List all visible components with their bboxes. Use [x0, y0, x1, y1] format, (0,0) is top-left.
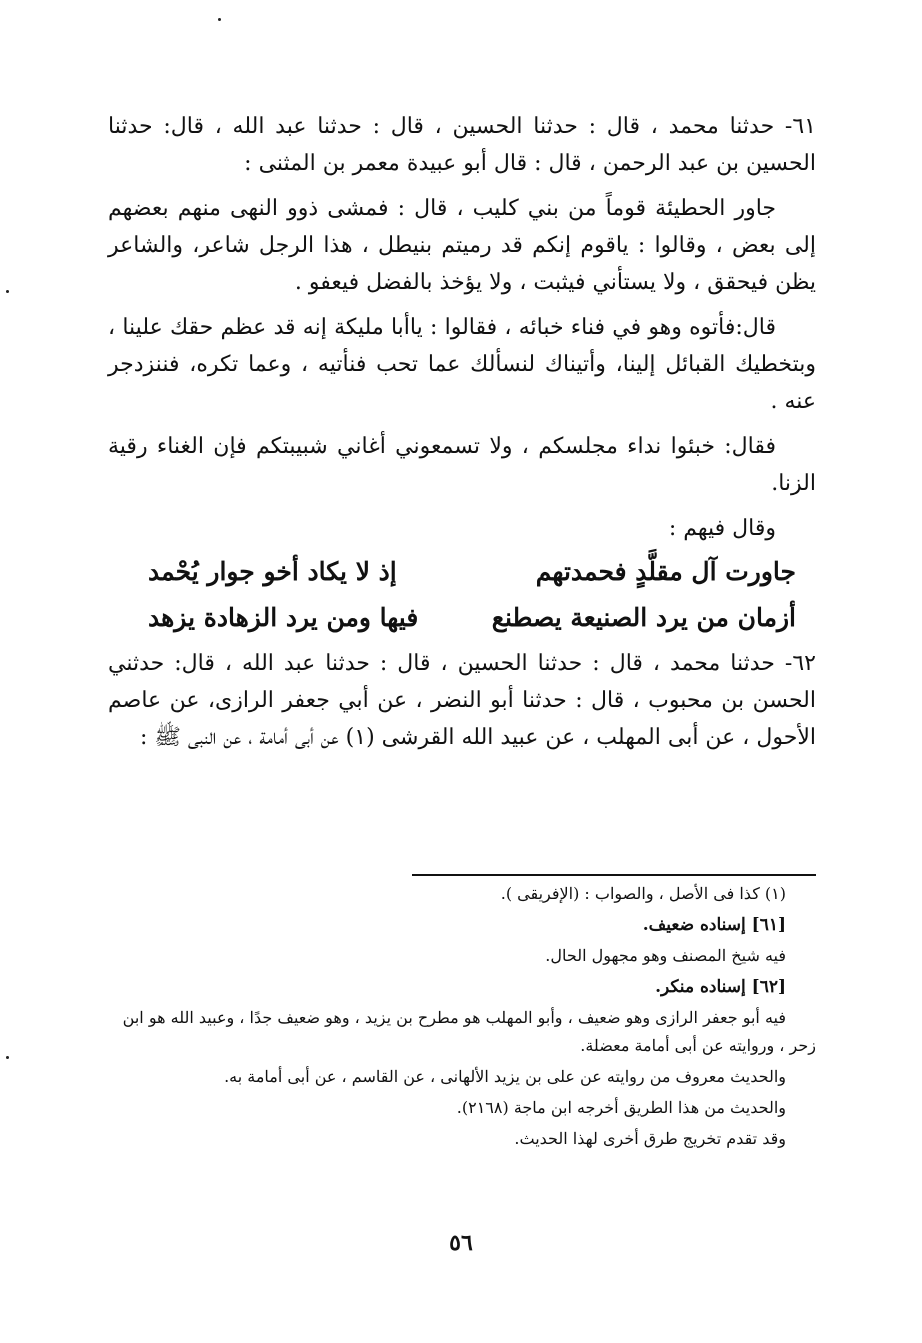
- poem-hemistich-left: إذ لا يكاد أخو جوار يُحْمد: [148, 557, 397, 586]
- hadith-61-text: جاور الحطيئة قوماً من بني كليب ، قال : فمشى ذوو النهى منهم بعضهم إلى بعض ، وقالوا : ياقوم إنكم قد رميتم بنيطل ، هذا الرجل شاعر، والشاعر يظن فيحقق ، ولا يستأني فيثبت ، ولا يؤخذ بالفضل فيعفو .: [108, 196, 816, 295]
- footnote-text-62: والحديث من هذا الطريق أخرجه ابن ماجة (٢١٦٨).: [456, 1098, 786, 1117]
- main-text: [108, 108, 816, 764]
- scan-dot: [6, 290, 9, 293]
- poem-verse: [108, 549, 816, 595]
- hadith-61-text: فقال: خبئوا نداء مجلسكم ، ولا تسمعوني أغاني شبيبتكم فإن الغناء رقية الزنا.: [108, 434, 816, 496]
- footnote-divider: [412, 874, 816, 876]
- poem-verse: [108, 595, 816, 641]
- page-number: ٥٦: [449, 1230, 473, 1256]
- poem: [108, 549, 816, 641]
- poem-hemistich-left: فيها ومن يرد الزهادة يزهد: [148, 603, 419, 632]
- poem-hemistich-right: أزمان من يرد الصنيعة يصطنع: [491, 603, 796, 632]
- footnotes: [108, 880, 816, 1156]
- poem-hemistich-right: جاورت آل مقلَّدٍ فحمدتهم: [535, 557, 796, 586]
- hadith-61-isnad: ٦١- حدثنا محمد ، قال : حدثنا الحسين ، قال : حدثنا عبد الله ، قال: حدثنا الحسين بن عبد الرحمن ، قال : قال أبو عبيدة معمر بن المثنى :: [108, 114, 816, 176]
- footnote-1: (١) كذا فى الأصل ، والصواب : (الإفريقى ).: [500, 884, 786, 903]
- footnote-text-62: وقد تقدم تخريج طرق أخرى لهذا الحديث.: [514, 1129, 786, 1148]
- hadith-62-isnad: ٦٢- حدثنا محمد ، قال : حدثنا الحسين ، قال : حدثنا عبد الله ، قال: حدثني الحسن بن محبوب ، قال : حدثنا أبو النضر ، عن أبي جعفر الرازى، عن عاصم الأحول ، عن أبى المهلب ، عن عبيد الله القرشى (١) عن أبى أمامة ، عن النبى ﷺ :: [108, 651, 816, 750]
- footnote-text-61: فيه شيخ المصنف وهو مجهول الحال.: [545, 946, 786, 965]
- hadith-61-text: قال:فأتوه وهو في فناء خبائه ، فقالوا : ياأبا مليكة إنه قد عظم حقك علينا ، وبتخطيك القبائل إلينا، وأتيناك لنسألك عما تحب فنأتيه ، وعما تكره، فننزدجر عنه .: [108, 315, 816, 414]
- footnote-text-62: فيه أبو جعفر الرازى وهو ضعيف ، وأبو المهلب هو مطرح بن يزيد ، وهو ضعيف جدًا ، وعبيد الله هو ابن زحر ، وروايته عن أبى أمامة معضلة.: [122, 1008, 816, 1055]
- footnote-heading-62: [٦٢] إسناده منكر.: [655, 977, 786, 997]
- poem-intro: وقال فيهم :: [668, 516, 776, 541]
- footnote-text-62: والحديث معروف من روايته عن على بن يزيد الألهانى ، عن القاسم ، عن أبى أمامة به.: [224, 1067, 786, 1086]
- footnote-heading-61: [٦١] إسناده ضعيف.: [642, 915, 786, 935]
- scan-dot: [6, 1056, 9, 1059]
- scan-dot: [218, 18, 221, 21]
